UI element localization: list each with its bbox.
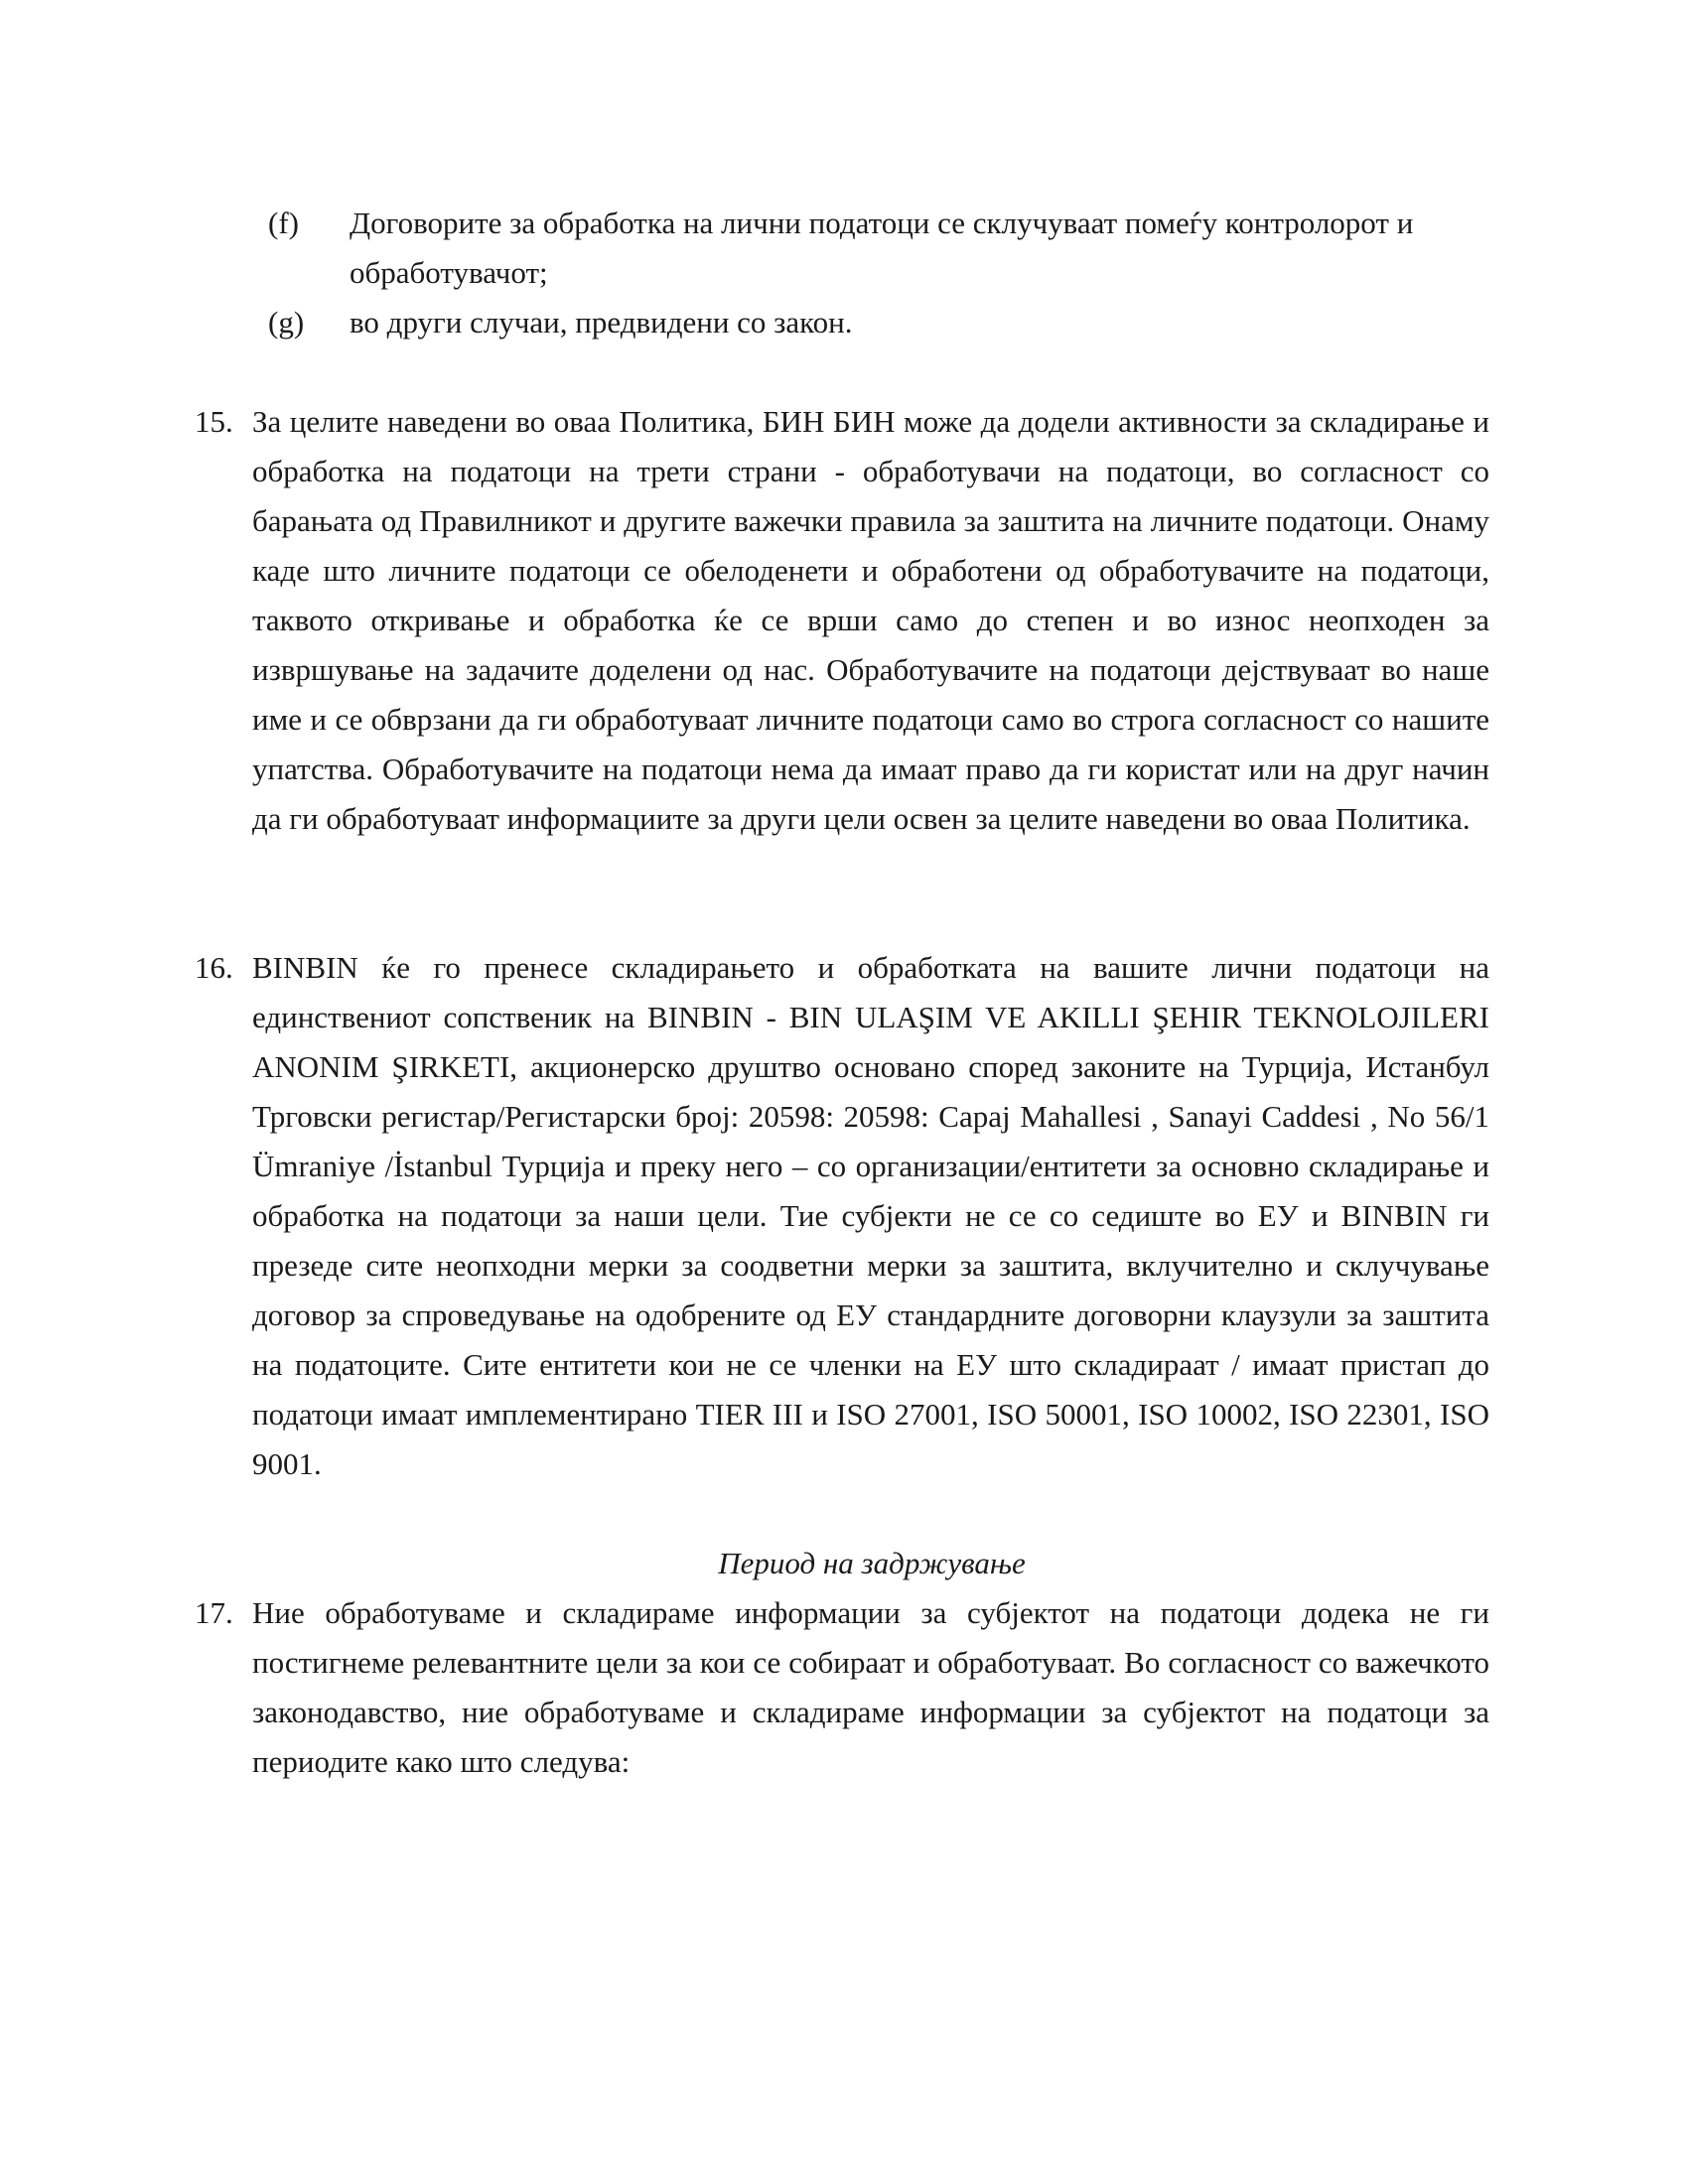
item-number: 15. [195,404,233,439]
item-text: Ние обработуваме и складираме информации за субјектот на податоци додека не ги постигнеме релевантните цели за кои се собираат и обработуваат. Во согласност со важечкото законодавство, ние обработуваме и складираме информации за субјектот на податоци за периодите како што следува: [252,1595,1489,1779]
numbered-item-16 [195,943,1489,1489]
item-text: BINBIN ќе го пренесе складирањето и обработката на вашите лични податоци на единствениот сопственик на BINBIN - BIN ULAŞIM VE AKILLI ŞEHIR TEKNOLOJILERI ANONIM ŞIRKETI, акционерско друштво основано според законите на Турција, Истанбул Трговски регистар/Регистарски број: 20598: 20598: Сарај Mahallesi , Sanayi Caddesi , No 56/1 Ümraniye /İstanbul Турција и преку него – со организации/ентитети за основно складирање и обработка на податоци за наши цели. Тие субјекти не се со седиште во ЕУ и BINBIN ги презеде сите неопходни мерки за соодветни мерки за заштита, вклучително и склучување договор за спроведување на одобрените од ЕУ стандардните договорни клаузули за заштита на податоците. Сите ентитети кои не се членки на ЕУ што складираат / имаат пристап до податоци имаат имплементирано TIER III и ISO 27001, ISO 50001, ISO 10002, ISO 22301, ISO 9001. [252,950,1489,1481]
subitem-text: во други случаи, предвидени со закон. [350,305,853,340]
numbered-item-15 [195,397,1489,844]
item-number: 16. [195,950,233,985]
subitem-marker: (f) [268,205,299,240]
list-subitem-g [268,298,1489,347]
item-text: За целите наведени во оваа Политика, БИН БИН може да додели активности за складирање и обработка на податоци на трети страни - обработувачи на податоци, во согласност со барањата од Правилникот и другите важечки правила за заштита на личните податоци. Онаму каде што личните податоци се обелоденети и обработени од обработувачите на податоци, таквото откривање и обработка ќе се врши само до степен и во износ неопходен за извршување на задачите доделени од нас. Обработувачите на податоци дејствуваат во наше име и се обврзани да ги обработуваат личните податоци само во строга согласност со нашите упатства. Обработувачите на податоци нема да имаат право да ги користат или на друг начин да ги обработуваат информациите за други цели освен за целите наведени во оваа Политика. [252,404,1489,836]
item-number: 17. [195,1595,233,1630]
numbered-item-17 [195,1588,1489,1787]
subitem-marker: (g) [268,305,305,340]
list-subitem-f [268,199,1489,298]
section-heading: Период на задржување [718,1546,1026,1580]
subitem-text: Договорите за обработка на лични податоци се склучуваат помеѓу контролорот и обработувачот; [350,205,1414,290]
